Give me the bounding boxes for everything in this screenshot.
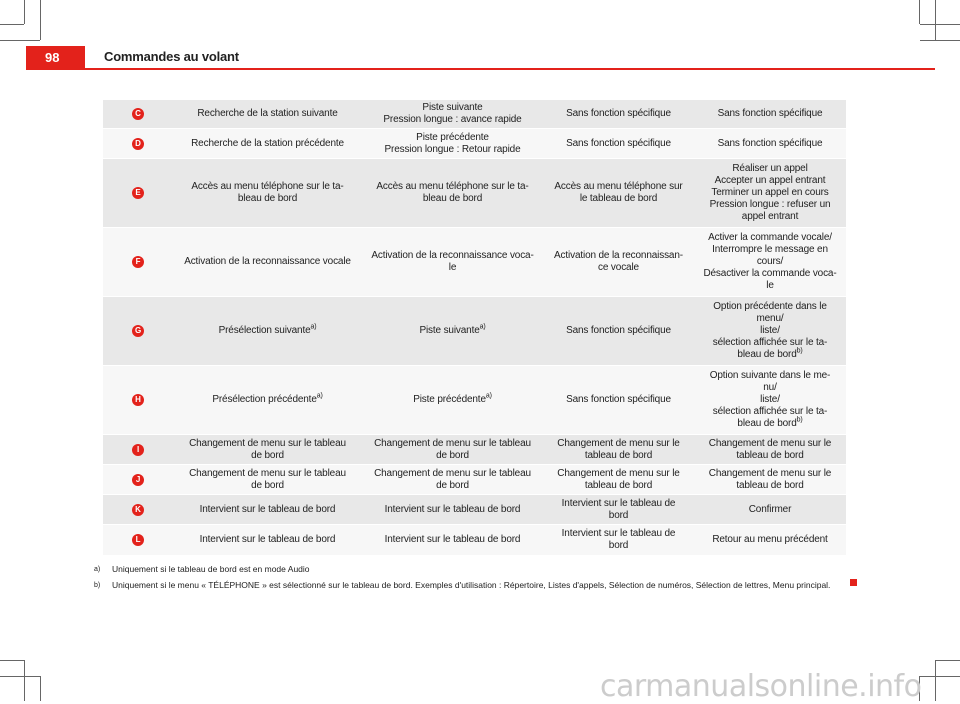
function-cell [173,129,362,159]
cell-text: Accepter un appel entrant [714,175,826,186]
crop-mark [40,0,41,40]
cell-text: Accès au menu téléphone sur [554,181,683,192]
table-row [103,465,846,495]
footnote-text: Uniquement si le tableau de bord est en mode Audio [112,564,310,574]
function-cell [543,366,694,435]
cell-text: Sans fonction spécifique [566,394,671,405]
table-row [103,228,846,297]
table-row [103,366,846,435]
function-cell [694,525,846,556]
control-letter-badge: I [132,444,144,456]
footnote-ref: a) [485,392,492,400]
function-cell [694,129,846,159]
function-cell [694,100,846,129]
footnote-mark: b) [94,582,101,589]
cell-text: Réaliser un appel [732,163,808,174]
footnote-ref: b) [796,347,803,355]
footnote-mark: a) [94,566,101,573]
crop-mark [24,660,25,701]
function-cell [173,100,362,129]
cell-text: sélection affichée sur le ta- [712,406,828,417]
function-cell [173,435,362,465]
cell-text: Sans fonction spécifique [566,325,671,336]
crop-mark [920,24,960,25]
cell-text: le tableau de bord [579,193,658,204]
cell-text: Changement de menu sur le tableau [189,437,346,449]
cell-text: bleau de bord$^{b)}$ [737,347,803,360]
control-letter-badge: H [132,394,144,406]
cell-text: Désactiver la commande voca- [703,268,837,279]
crop-mark [935,660,936,701]
crop-mark [919,0,920,24]
cell-text: de bord [251,449,284,461]
function-cell [694,495,846,525]
table-row [103,525,846,556]
header-rule [26,68,935,70]
commands-table-body [103,100,846,556]
function-cell [694,435,846,465]
cell-text: Retour au menu précédent [712,534,828,545]
cell-text: Recherche de la station précédente [191,137,344,149]
function-cell [173,297,362,366]
cell-text: Pression longue : Retour rapide [384,143,521,155]
cell-text: Changement de menu sur le [557,437,680,449]
control-key-cell [103,129,173,159]
cell-text: Piste suivante [422,102,483,113]
table-row [103,129,846,159]
cell-text: nu/ [763,382,777,393]
function-cell [362,228,543,297]
control-letter-badge: E [132,187,144,199]
end-of-section-marker [850,579,857,586]
table-row [103,435,846,465]
table-row [103,100,846,129]
cell-text: de bord [436,449,469,461]
cell-text: Présélection précédente$^{a)}$ [212,392,323,405]
function-cell [362,525,543,556]
cell-text: ce vocale [598,262,639,273]
table-row [103,297,846,366]
footnote-b [94,580,854,591]
cell-text: Sans fonction spécifique [566,108,671,119]
function-cell [362,435,543,465]
function-cell [543,228,694,297]
crop-mark [40,676,41,701]
cell-text: Piste précédente [416,131,489,143]
control-key-cell [103,525,173,556]
control-key-cell [103,228,173,297]
footnote-ref: b) [796,416,803,424]
function-cell [543,495,694,525]
cell-text: Sans fonction spécifique [566,137,671,149]
cell-text: Changement de menu sur le tableau [374,467,531,479]
cell-text: Pression longue : refuser un [709,199,831,210]
crop-mark [0,676,40,677]
crop-mark [920,40,960,41]
control-letter-badge: K [132,504,144,516]
table-row [103,159,846,228]
cell-text: Intervient sur le tableau de bord [384,503,521,515]
cell-text: Activation de la reconnaissan- [554,250,683,261]
control-key-cell [103,435,173,465]
cell-text: tableau de bord [584,479,653,491]
cell-text: Activation de la reconnaissance voca- [371,250,534,261]
function-cell [362,495,543,525]
function-cell [543,100,694,129]
cell-text: sélection affichée sur le ta- [712,337,828,348]
cell-text: menu/ [756,313,784,324]
footnote-ref: a) [310,323,317,331]
cell-text: Changement de menu sur le [557,467,680,479]
footnote-ref: a) [316,392,323,400]
function-cell [362,100,543,129]
control-key-cell [103,465,173,495]
footnote-text: Uniquement si le menu « TÉLÉPHONE » est sélectionné sur le tableau de bord. Exemples d'utilisation : Répertoire, Listes d'appels, Sélection de numéros, Sélection de lettres, Menu principal. [112,580,831,590]
function-cell [362,465,543,495]
cell-text: bord [608,509,629,521]
footnote-a [94,564,854,575]
cell-text: tableau de bord [584,449,653,461]
cell-text: de bord [436,479,469,491]
cell-text: Activer la commande vocale/ [708,232,832,243]
cell-text: Piste suivante$^{a)}$ [419,323,486,336]
cell-text: Accès au menu téléphone sur le ta- [191,181,344,192]
cell-text: Changement de menu sur le tableau [374,437,531,449]
function-cell [694,159,846,228]
table-row [103,495,846,525]
crop-mark [24,0,25,24]
function-cell [694,465,846,495]
cell-text: tableau de bord [736,449,804,461]
cell-text: Changement de menu sur le tableau [189,467,346,479]
function-cell [362,159,543,228]
control-letter-badge: D [132,138,144,150]
crop-mark [0,40,40,41]
cell-text: le [448,262,457,273]
cell-text: appel entrant [741,211,799,222]
cell-text: Activation de la reconnaissance vocale [184,256,351,267]
cell-text: Présélection suivante$^{a)}$ [218,323,317,336]
control-key-cell [103,495,173,525]
function-cell [543,297,694,366]
crop-mark [935,660,960,661]
commands-table [103,100,846,556]
cell-text: bleau de bord [422,193,483,204]
cell-text: bleau de bord [237,193,298,204]
function-cell [543,159,694,228]
control-letter-badge: J [132,474,144,486]
cell-text: cours/ [756,256,784,267]
cell-text: Piste précédente$^{a)}$ [413,392,492,405]
control-key-cell [103,100,173,129]
control-key-cell [103,159,173,228]
page-number: 98 [26,46,85,68]
function-cell [362,366,543,435]
function-cell [543,129,694,159]
cell-text: Intervient sur le tableau de bord [199,534,336,545]
cell-text: Intervient sur le tableau de [561,528,676,539]
crop-mark [920,676,960,677]
cell-text: le [766,280,774,291]
cell-text: Confirmer [748,503,792,515]
function-cell [173,159,362,228]
control-letter-badge: G [132,325,144,337]
function-cell [543,435,694,465]
function-cell [173,465,362,495]
function-cell [362,297,543,366]
function-cell [694,297,846,366]
cell-text: Pression longue : avance rapide [383,114,522,125]
function-cell [173,525,362,556]
cell-text: Intervient sur le tableau de bord [199,503,336,515]
cell-text: Intervient sur le tableau de [561,497,676,509]
cell-text: Changement de menu sur le [708,467,832,479]
function-cell [543,525,694,556]
cell-text: Terminer un appel en cours [711,187,829,198]
function-cell [543,465,694,495]
crop-mark [0,660,24,661]
cell-text: Option suivante dans le me- [709,370,831,381]
cell-text: Recherche de la station suivante [197,108,338,119]
watermark: carmanualsonline.info [600,669,922,704]
cell-text: Sans fonction spécifique [717,137,823,149]
cell-text: bleau de bord$^{b)}$ [737,416,803,429]
control-letter-badge: C [132,108,144,120]
cell-text: Option précédente dans le [713,301,827,312]
cell-text: Accès au menu téléphone sur le ta- [376,181,529,192]
page-title: Commandes au volant [104,49,239,64]
cell-text: liste/ [760,325,780,336]
cell-text: Intervient sur le tableau de bord [384,534,521,545]
control-key-cell [103,366,173,435]
control-key-cell [103,297,173,366]
function-cell [694,228,846,297]
control-letter-badge: F [132,256,144,268]
footnote-ref: a) [479,323,486,331]
cell-text: de bord [251,479,284,491]
crop-mark [0,24,24,25]
function-cell [173,495,362,525]
cell-text: liste/ [760,394,780,405]
cell-text: tableau de bord [736,479,804,491]
function-cell [173,228,362,297]
control-letter-badge: L [132,534,144,546]
function-cell [362,129,543,159]
function-cell [173,366,362,435]
footnotes [94,564,854,596]
cell-text: bord [608,540,629,551]
cell-text: Sans fonction spécifique [717,108,823,119]
cell-text: Changement de menu sur le [708,437,832,449]
cell-text: Interrompre le message en [712,244,828,255]
function-cell [694,366,846,435]
crop-mark [935,0,936,40]
